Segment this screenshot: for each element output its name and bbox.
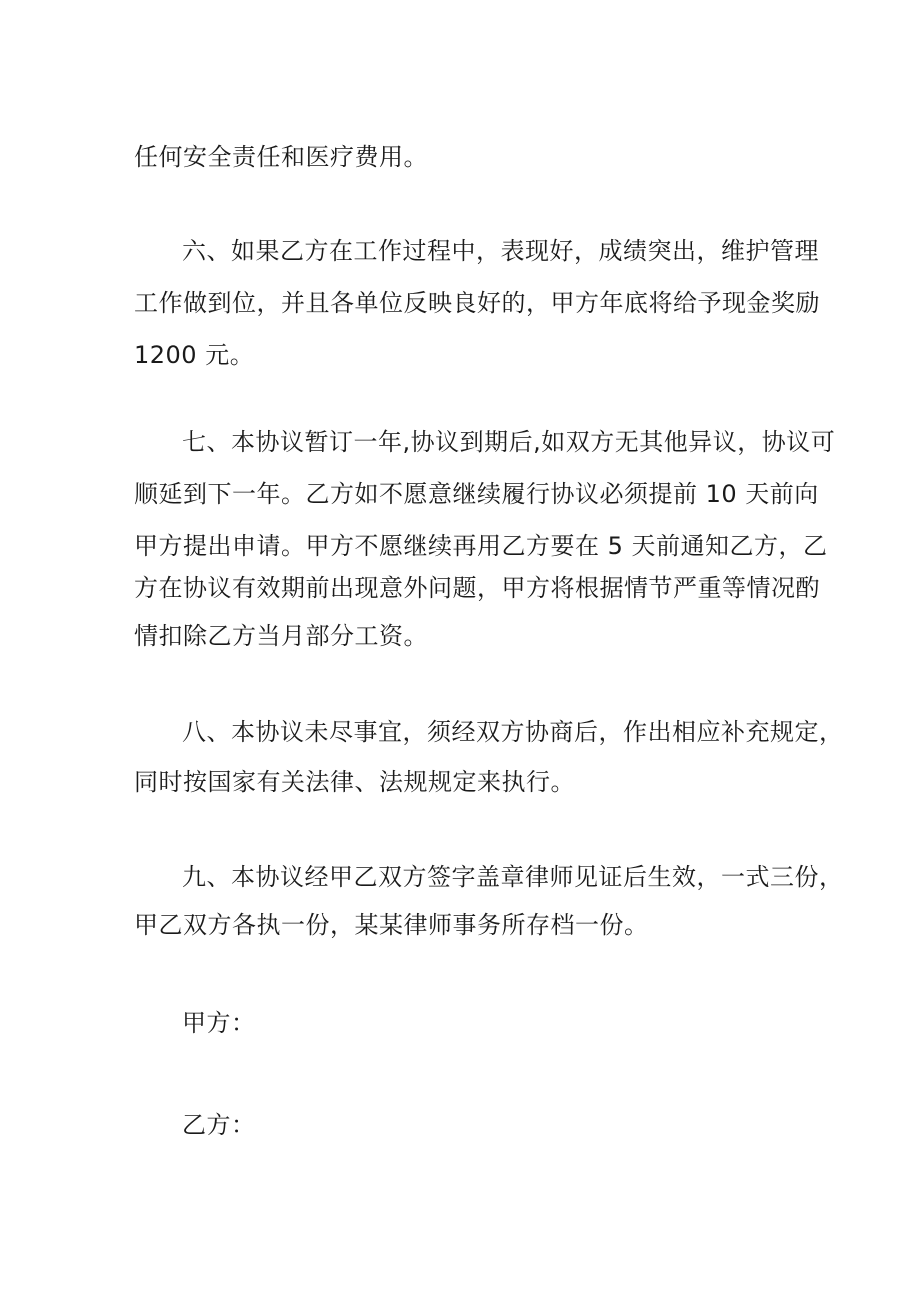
paragraph-5-continuation: 任何安全责任和医疗费用。: [134, 143, 428, 171]
clause-8-line-1: 八、本协议未尽事宜，须经双方协商后，作出相应补充规定，: [182, 718, 844, 746]
clause-7-line-3: 甲方提出申请。甲方不愿继续再用乙方要在 5 天前通知乙方，乙: [134, 532, 828, 560]
party-b-signature-label: 乙方：: [182, 1111, 256, 1139]
clause-7-line-4: 方在协议有效期前出现意外问题，甲方将根据情节严重等情况酌: [134, 574, 820, 602]
clause-8-line-2: 同时按国家有关法律、法规规定来执行。: [134, 768, 575, 796]
clause-7-line-2: 顺延到下一年。乙方如不愿意继续履行协议必须提前 10 天前向: [134, 480, 819, 508]
clause-9-line-2: 甲乙双方各执一份，某某律师事务所存档一份。: [134, 911, 649, 939]
clause-7-line-5: 情扣除乙方当月部分工资。: [134, 622, 428, 650]
clause-7-line-1: 七、本协议暂订一年,协议到期后,如双方无其他异议，协议可: [182, 428, 836, 456]
clause-6-line-3: 1200 元。: [134, 341, 255, 369]
clause-6-line-1: 六、如果乙方在工作过程中，表现好，成绩突出，维护管理: [182, 237, 819, 265]
party-a-signature-label: 甲方：: [182, 1009, 256, 1037]
clause-6-line-2: 工作做到位，并且各单位反映良好的，甲方年底将给予现金奖励: [134, 289, 820, 317]
clause-9-line-1: 九、本协议经甲乙双方签字盖章律师见证后生效，一式三份，: [182, 863, 844, 891]
